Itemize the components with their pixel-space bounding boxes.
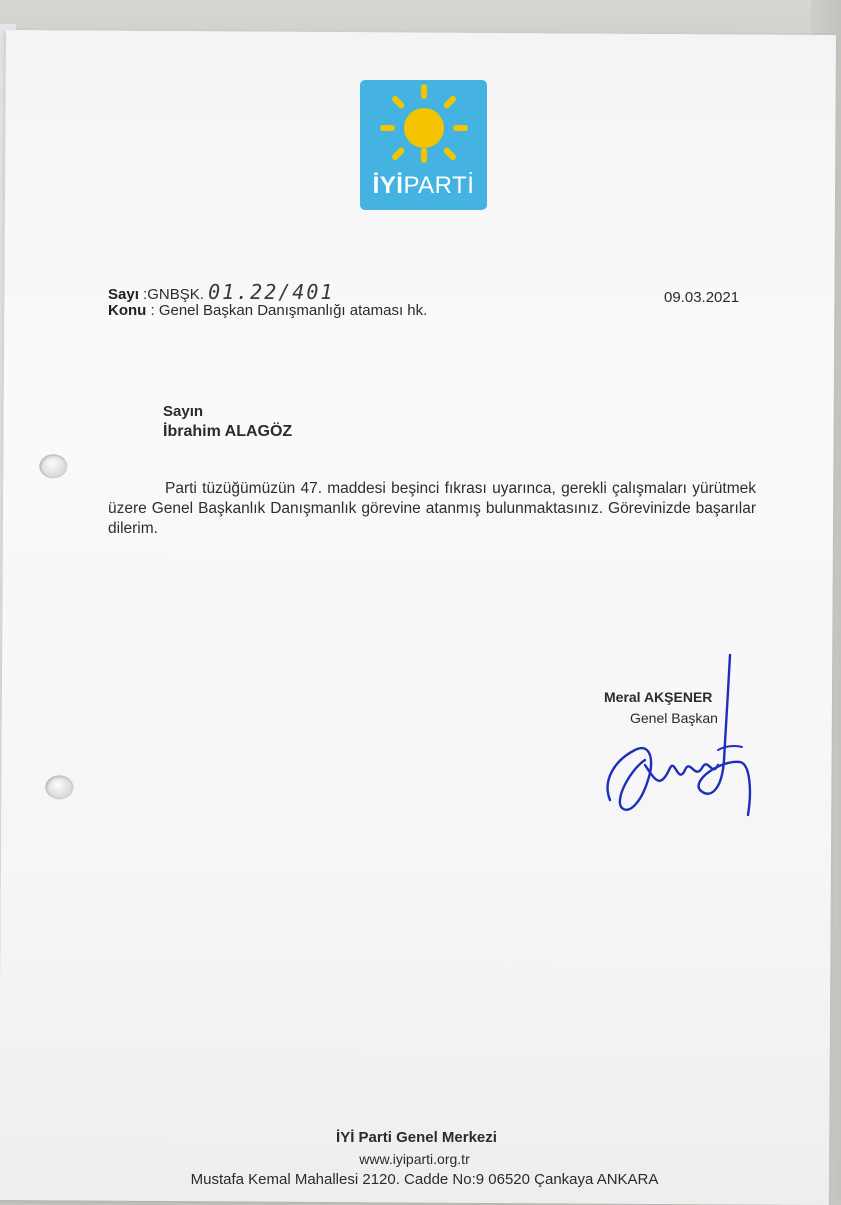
reference-number [108, 280, 334, 304]
footer-website: www.iyiparti.org.tr [359, 1151, 470, 1167]
signatory-title: Genel Başkan [630, 710, 718, 726]
punch-hole-bottom [45, 775, 73, 799]
logo-brand-bold: İYİ [372, 172, 404, 199]
footer-organization: İYİ Parti Genel Merkezi [336, 1129, 497, 1146]
letter-body: Parti tüzüğümüzün 47. maddesi beşinci fıkrası uyarınca, gerekli çalışmaları yürütmek üzere Genel Başkanlık Danışmanlık görevine atanmış bulunmaktasınız. Görevinizde başarılar dilerim. [108, 480, 756, 537]
sun-icon [360, 80, 487, 172]
logo-brand-rest: PARTİ [403, 172, 475, 199]
sayi-prefix: :GNBŞK. [143, 286, 204, 303]
konu-label: Konu [108, 302, 147, 319]
letter-date: 09.03.2021 [664, 289, 740, 306]
signatory-name: Meral AKŞENER [604, 689, 713, 705]
handwritten-signature [600, 650, 760, 825]
logo-wordmark [360, 172, 487, 200]
party-logo [360, 80, 487, 210]
sayi-handwritten-number: 01.22/401 [208, 280, 335, 304]
sayi-label: Sayı [108, 286, 139, 303]
punch-hole-top [39, 454, 67, 478]
konu-text: : Genel Başkan Danışmanlığı ataması hk. [150, 302, 428, 319]
addressee-name: İbrahim ALAGÖZ [163, 423, 293, 440]
salutation: Sayın [163, 403, 204, 420]
footer-address: Mustafa Kemal Mahallesi 2120. Cadde No:9 06520 Çankaya ANKARA [190, 1171, 659, 1188]
reference-subject [108, 302, 427, 319]
